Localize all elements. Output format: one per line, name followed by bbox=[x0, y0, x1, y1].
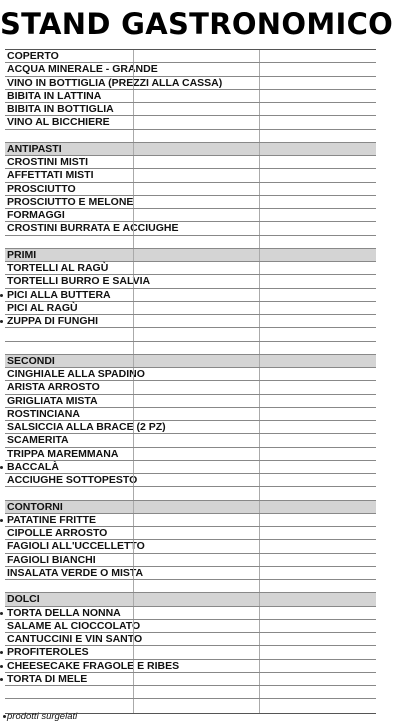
column-divider bbox=[259, 130, 260, 142]
blank-row bbox=[5, 686, 376, 699]
column-divider bbox=[259, 633, 260, 645]
menu-item bbox=[5, 116, 376, 129]
frozen-bullet-icon bbox=[0, 665, 3, 668]
column-divider bbox=[259, 660, 260, 672]
column-divider bbox=[259, 342, 260, 354]
menu-item bbox=[5, 77, 376, 90]
menu-item-label: TORTELLI AL RAGÙ bbox=[7, 262, 109, 275]
column-divider bbox=[133, 660, 134, 672]
menu-item bbox=[5, 554, 376, 567]
column-divider bbox=[133, 646, 134, 658]
menu-item-label: BIBITA IN BOTTIGLIA bbox=[7, 103, 114, 116]
menu-item-label: TORTELLI BURRO E SALVIA bbox=[7, 275, 151, 288]
menu-item bbox=[5, 183, 376, 196]
menu-item-label: SCAMERITA bbox=[7, 434, 69, 447]
column-divider bbox=[259, 90, 260, 102]
column-divider bbox=[133, 355, 134, 367]
column-divider bbox=[259, 673, 260, 685]
frozen-bullet-icon bbox=[3, 715, 6, 718]
menu-item-label: TORTA DELLA NONNA bbox=[7, 606, 121, 619]
column-divider bbox=[133, 249, 134, 261]
blank-row bbox=[5, 328, 376, 341]
column-divider bbox=[259, 646, 260, 658]
column-divider bbox=[259, 143, 260, 155]
menu-item-label: CHEESECAKE FRAGOLE E RIBES bbox=[7, 659, 180, 672]
frozen-bullet-icon bbox=[0, 678, 3, 681]
column-divider bbox=[259, 156, 260, 168]
menu-item-label: PROSCIUTTO E MELONE bbox=[7, 195, 134, 208]
column-divider bbox=[133, 448, 134, 460]
column-divider bbox=[133, 699, 134, 712]
column-divider bbox=[133, 421, 134, 433]
section-title: SECONDI bbox=[7, 354, 55, 367]
column-divider bbox=[133, 262, 134, 274]
menu-item bbox=[5, 673, 376, 686]
column-divider bbox=[133, 474, 134, 486]
column-divider bbox=[259, 620, 260, 632]
column-divider bbox=[259, 593, 260, 605]
menu-item bbox=[5, 527, 376, 540]
section-header bbox=[5, 355, 376, 368]
column-divider bbox=[259, 169, 260, 181]
section-title: ANTIPASTI bbox=[7, 142, 62, 155]
column-divider bbox=[133, 196, 134, 208]
column-divider bbox=[259, 63, 260, 75]
menu-item bbox=[5, 289, 376, 302]
column-divider bbox=[133, 607, 134, 619]
footnote-text: prodotti surgelati bbox=[7, 711, 78, 722]
menu-item-label: ACCIUGHE SOTTOPESTO bbox=[7, 474, 138, 487]
column-divider bbox=[259, 328, 260, 340]
column-divider bbox=[133, 77, 134, 89]
column-divider bbox=[259, 302, 260, 314]
menu-item bbox=[5, 514, 376, 527]
menu-item bbox=[5, 275, 376, 288]
column-divider bbox=[259, 249, 260, 261]
column-divider bbox=[133, 673, 134, 685]
column-divider bbox=[133, 395, 134, 407]
column-divider bbox=[133, 209, 134, 221]
menu-item bbox=[5, 395, 376, 408]
column-divider bbox=[259, 103, 260, 115]
menu-item-label: ACQUA MINERALE - GRANDE bbox=[7, 63, 158, 76]
menu-item bbox=[5, 540, 376, 553]
menu-item-label: COPERTO bbox=[7, 50, 59, 63]
column-divider bbox=[133, 236, 134, 248]
column-divider bbox=[259, 580, 260, 592]
page-title: STAND GASTRONOMICO bbox=[0, 7, 394, 41]
column-divider bbox=[133, 143, 134, 155]
menu-item bbox=[5, 646, 376, 659]
menu-item-label: ZUPPA DI FUNGHI bbox=[7, 315, 98, 328]
menu-item bbox=[5, 156, 376, 169]
column-divider bbox=[133, 222, 134, 234]
menu-item bbox=[5, 169, 376, 182]
menu-item bbox=[5, 196, 376, 209]
column-divider bbox=[133, 461, 134, 473]
frozen-bullet-icon bbox=[0, 612, 3, 615]
section-header bbox=[5, 501, 376, 514]
column-divider bbox=[133, 275, 134, 287]
column-divider bbox=[259, 421, 260, 433]
column-divider bbox=[133, 315, 134, 327]
section-header bbox=[5, 593, 376, 606]
menu-item bbox=[5, 103, 376, 116]
column-divider bbox=[133, 328, 134, 340]
menu-table bbox=[5, 49, 376, 714]
menu-item-label: PROFITEROLES bbox=[7, 646, 89, 659]
menu-item-label: CINGHIALE ALLA SPADINO bbox=[7, 368, 145, 381]
column-divider bbox=[133, 633, 134, 645]
frozen-bullet-icon bbox=[0, 651, 3, 654]
column-divider bbox=[133, 434, 134, 446]
column-divider bbox=[259, 289, 260, 301]
menu-item-label: VINO AL BICCHIERE bbox=[7, 116, 110, 129]
column-divider bbox=[259, 501, 260, 513]
column-divider bbox=[259, 236, 260, 248]
column-divider bbox=[259, 686, 260, 698]
frozen-bullet-icon bbox=[0, 466, 3, 469]
menu-item-label: INSALATA VERDE O MISTA bbox=[7, 566, 144, 579]
menu-item-label: CANTUCCINI E VIN SANTO bbox=[7, 633, 143, 646]
section-title: DOLCI bbox=[7, 593, 40, 606]
column-divider bbox=[133, 501, 134, 513]
column-divider bbox=[133, 63, 134, 75]
column-divider bbox=[259, 540, 260, 552]
menu-item bbox=[5, 421, 376, 434]
column-divider bbox=[133, 90, 134, 102]
menu-item bbox=[5, 222, 376, 235]
column-divider bbox=[133, 169, 134, 181]
column-divider bbox=[133, 593, 134, 605]
footnote bbox=[3, 711, 77, 722]
menu-item-label: CIPOLLE ARROSTO bbox=[7, 527, 108, 540]
section-title: CONTORNI bbox=[7, 500, 63, 513]
menu-item bbox=[5, 90, 376, 103]
menu-item-label: GRIGLIATA MISTA bbox=[7, 394, 98, 407]
column-divider bbox=[133, 116, 134, 128]
menu-item bbox=[5, 461, 376, 474]
column-divider bbox=[259, 183, 260, 195]
menu-item bbox=[5, 620, 376, 633]
menu-item bbox=[5, 434, 376, 447]
section-header bbox=[5, 249, 376, 262]
column-divider bbox=[133, 130, 134, 142]
column-divider bbox=[133, 540, 134, 552]
column-divider bbox=[259, 461, 260, 473]
blank-row bbox=[5, 130, 376, 143]
menu-item bbox=[5, 633, 376, 646]
menu-item-label: AFFETTATI MISTI bbox=[7, 169, 94, 182]
column-divider bbox=[133, 183, 134, 195]
menu-item bbox=[5, 408, 376, 421]
menu-item bbox=[5, 262, 376, 275]
column-divider bbox=[259, 474, 260, 486]
menu-item-label: TORTA DI MELE bbox=[7, 672, 88, 685]
frozen-bullet-icon bbox=[0, 294, 3, 297]
menu-item bbox=[5, 302, 376, 315]
blank-row bbox=[5, 236, 376, 249]
column-divider bbox=[259, 275, 260, 287]
menu-item-label: SALSICCIA ALLA BRACE (2 PZ) bbox=[7, 421, 166, 434]
column-divider bbox=[259, 355, 260, 367]
blank-row bbox=[5, 487, 376, 500]
column-divider bbox=[259, 514, 260, 526]
column-divider bbox=[259, 487, 260, 499]
column-divider bbox=[133, 50, 134, 62]
column-divider bbox=[133, 580, 134, 592]
blank-row bbox=[5, 342, 376, 355]
menu-item-label: PATATINE FRITTE bbox=[7, 513, 97, 526]
column-divider bbox=[133, 554, 134, 566]
blank-row bbox=[5, 580, 376, 593]
menu-item-label: VINO IN BOTTIGLIA (PREZZI ALLA CASSA) bbox=[7, 76, 223, 89]
column-divider bbox=[259, 699, 260, 712]
menu-item-label: PROSCIUTTO bbox=[7, 182, 76, 195]
column-divider bbox=[133, 567, 134, 579]
menu-item-label: TRIPPA MAREMMANA bbox=[7, 447, 119, 460]
menu-item bbox=[5, 315, 376, 328]
column-divider bbox=[133, 487, 134, 499]
menu-item bbox=[5, 448, 376, 461]
menu-item bbox=[5, 660, 376, 673]
column-divider bbox=[259, 116, 260, 128]
column-divider bbox=[259, 381, 260, 393]
column-divider bbox=[259, 448, 260, 460]
menu-item bbox=[5, 209, 376, 222]
menu-item-label: CROSTINI MISTI bbox=[7, 156, 89, 169]
column-divider bbox=[133, 620, 134, 632]
column-divider bbox=[259, 554, 260, 566]
column-divider bbox=[133, 289, 134, 301]
section-title: PRIMI bbox=[7, 248, 37, 261]
column-divider bbox=[259, 567, 260, 579]
column-divider bbox=[259, 607, 260, 619]
column-divider bbox=[259, 315, 260, 327]
column-divider bbox=[259, 434, 260, 446]
menu-item-label: FORMAGGI bbox=[7, 209, 65, 222]
menu-item bbox=[5, 63, 376, 76]
section-header bbox=[5, 143, 376, 156]
column-divider bbox=[259, 209, 260, 221]
menu-item bbox=[5, 368, 376, 381]
column-divider bbox=[133, 527, 134, 539]
column-divider bbox=[133, 381, 134, 393]
menu-item-label: ARISTA ARROSTO bbox=[7, 381, 100, 394]
menu-item-label: CROSTINI BURRATA E ACCIUGHE bbox=[7, 222, 179, 235]
menu-item-label: SALAME AL CIOCCOLATO bbox=[7, 619, 141, 632]
menu-item bbox=[5, 607, 376, 620]
menu-item bbox=[5, 381, 376, 394]
column-divider bbox=[133, 514, 134, 526]
column-divider bbox=[133, 686, 134, 698]
menu-item-label: FAGIOLI BIANCHI bbox=[7, 553, 96, 566]
menu-item bbox=[5, 474, 376, 487]
column-divider bbox=[259, 368, 260, 380]
menu-item-label: PICI AL RAGÙ bbox=[7, 301, 78, 314]
column-divider bbox=[133, 156, 134, 168]
menu-item-label: PICI ALLA BUTTERA bbox=[7, 288, 111, 301]
column-divider bbox=[133, 103, 134, 115]
column-divider bbox=[133, 408, 134, 420]
frozen-bullet-icon bbox=[0, 519, 3, 522]
menu-item-label: BIBITA IN LATTINA bbox=[7, 89, 102, 102]
menu-item bbox=[5, 50, 376, 63]
column-divider bbox=[259, 527, 260, 539]
column-divider bbox=[259, 408, 260, 420]
menu-item-label: BACCALÀ bbox=[7, 460, 59, 473]
column-divider bbox=[259, 262, 260, 274]
column-divider bbox=[259, 222, 260, 234]
column-divider bbox=[259, 196, 260, 208]
column-divider bbox=[259, 50, 260, 62]
column-divider bbox=[133, 368, 134, 380]
menu-item bbox=[5, 567, 376, 580]
column-divider bbox=[133, 342, 134, 354]
column-divider bbox=[259, 77, 260, 89]
menu-item-label: ROSTINCIANA bbox=[7, 407, 80, 420]
column-divider bbox=[133, 302, 134, 314]
column-divider bbox=[259, 395, 260, 407]
menu-item-label: FAGIOLI ALL'UCCELLETTO bbox=[7, 540, 145, 553]
frozen-bullet-icon bbox=[0, 320, 3, 323]
